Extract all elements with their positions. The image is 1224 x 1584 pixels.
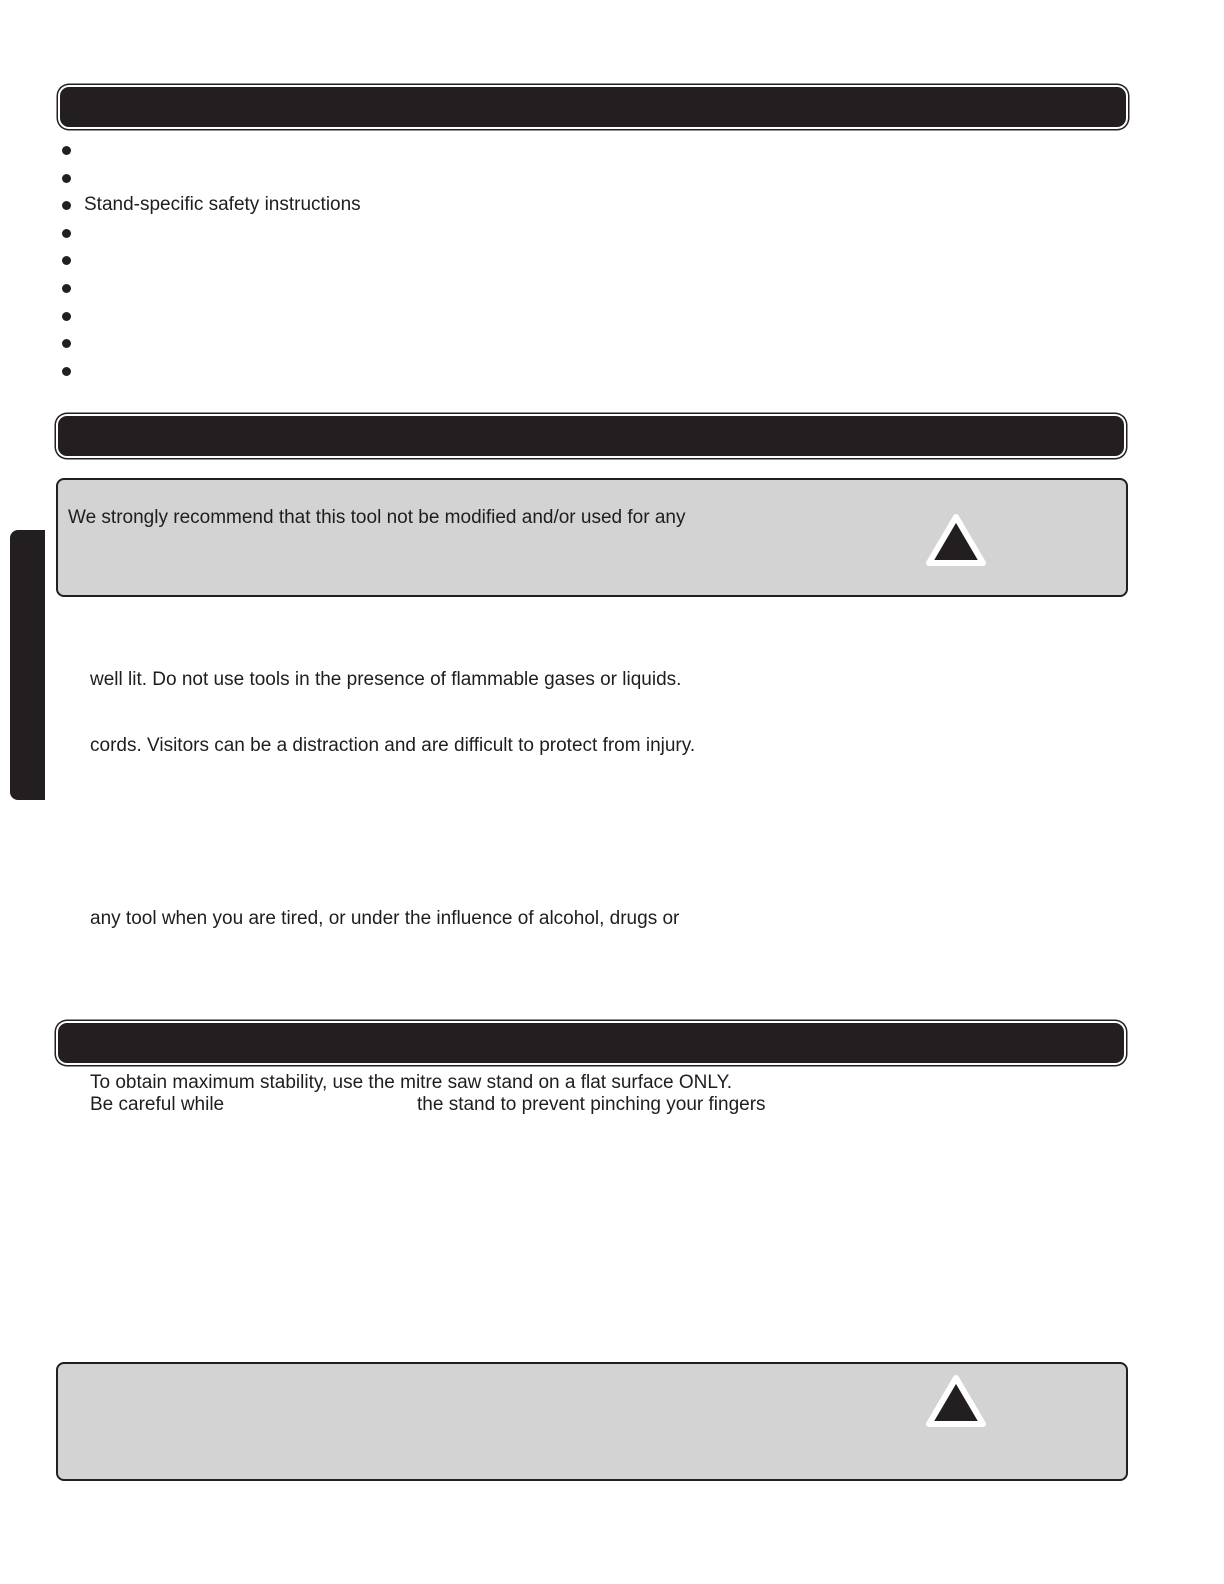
safety-text-line: well lit. Do not use tools in the presence of flammable gases or liquids. (90, 669, 682, 690)
warning-box (56, 478, 1128, 597)
safety-text-line: any tool when you are tired, or under the influence of alcohol, drugs or (90, 908, 680, 929)
warning-triangle-icon (925, 513, 987, 569)
list-item (58, 164, 361, 192)
stand-safety-line-part: Be careful while (90, 1094, 225, 1115)
list-item (58, 219, 361, 247)
warning-text: We strongly recommend that this tool not be modified and/or used for any (68, 507, 686, 528)
section-header-banner (58, 416, 1124, 456)
list-item (58, 329, 361, 357)
safety-text-line: cords. Visitors can be a distraction and are difficult to protect from injury. (90, 735, 696, 756)
side-tab (10, 530, 45, 800)
warning-box (56, 1362, 1128, 1481)
contents-list (58, 136, 361, 384)
list-item (58, 246, 361, 274)
warning-triangle-icon (925, 1374, 987, 1430)
list-item (58, 136, 361, 164)
stand-safety-line-part: the stand to prevent pinching your fingers (417, 1094, 766, 1115)
list-item (58, 357, 361, 385)
section-header-banner (60, 87, 1126, 127)
list-item: Stand-specific safety instructions (58, 191, 361, 219)
section-header-banner (58, 1023, 1124, 1063)
stand-safety-line: To obtain maximum stability, use the mitre saw stand on a flat surface ONLY. (90, 1072, 733, 1093)
list-item (58, 302, 361, 330)
list-item (58, 274, 361, 302)
